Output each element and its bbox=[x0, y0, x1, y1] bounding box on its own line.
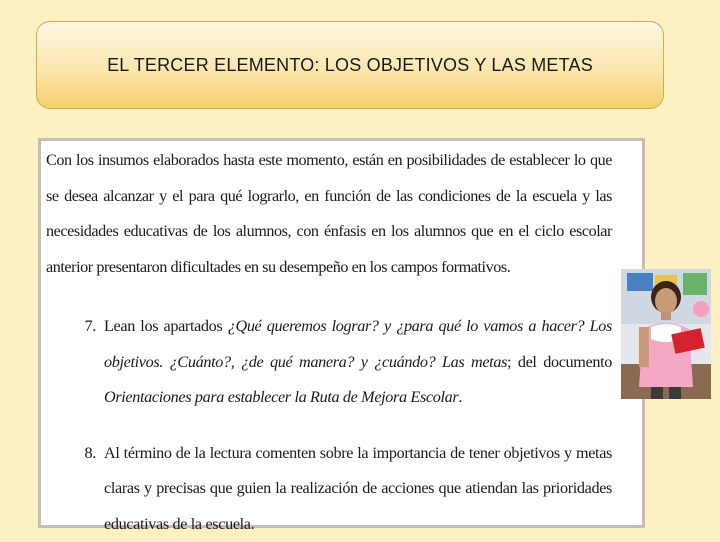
item-text: Al término de la lectura comenten sobre la importancia de tener objetivos y metas claras y precisas que guien la realización de acciones que atiendan las prioridades educativas de la escuela. bbox=[104, 436, 612, 542]
item-text bbox=[104, 309, 612, 416]
document-scan bbox=[38, 138, 645, 528]
item-number: 8. bbox=[46, 436, 104, 542]
list-item bbox=[46, 309, 642, 416]
slide-title: EL TERCER ELEMENTO: LOS OBJETIVOS Y LAS METAS bbox=[107, 55, 593, 76]
item-text-part: ; del documento bbox=[507, 353, 612, 371]
item-text-italic: ¿Qué queremos lograr? y ¿para qué lo vamos a hacer? Los objetivos. ¿Cuánto?, ¿de qué manera? y ¿cuándo? Las metas bbox=[104, 317, 612, 371]
list-item bbox=[46, 436, 642, 542]
item-text-part: Lean los apartados bbox=[104, 317, 228, 335]
item-text-italic: Orientaciones para establecer la Ruta de Mejora Escolar bbox=[104, 388, 458, 406]
teacher-photo-icon bbox=[621, 269, 711, 399]
title-banner bbox=[36, 21, 664, 109]
item-number: 7. bbox=[46, 309, 104, 416]
item-text-part: . bbox=[458, 388, 462, 406]
intro-paragraph: Con los insumos elaborados hasta este momento, están en posibilidades de establecer lo que se desea alcanzar y el para qué lograrlo, en función de las condiciones de la escuela y las necesidades educativas de los alumnos, con énfasis en los alumnos que en el ciclo escolar anterior presentaron dificultades en su desempeño en los campos formativos. bbox=[46, 143, 612, 285]
teacher-photo bbox=[621, 269, 711, 399]
